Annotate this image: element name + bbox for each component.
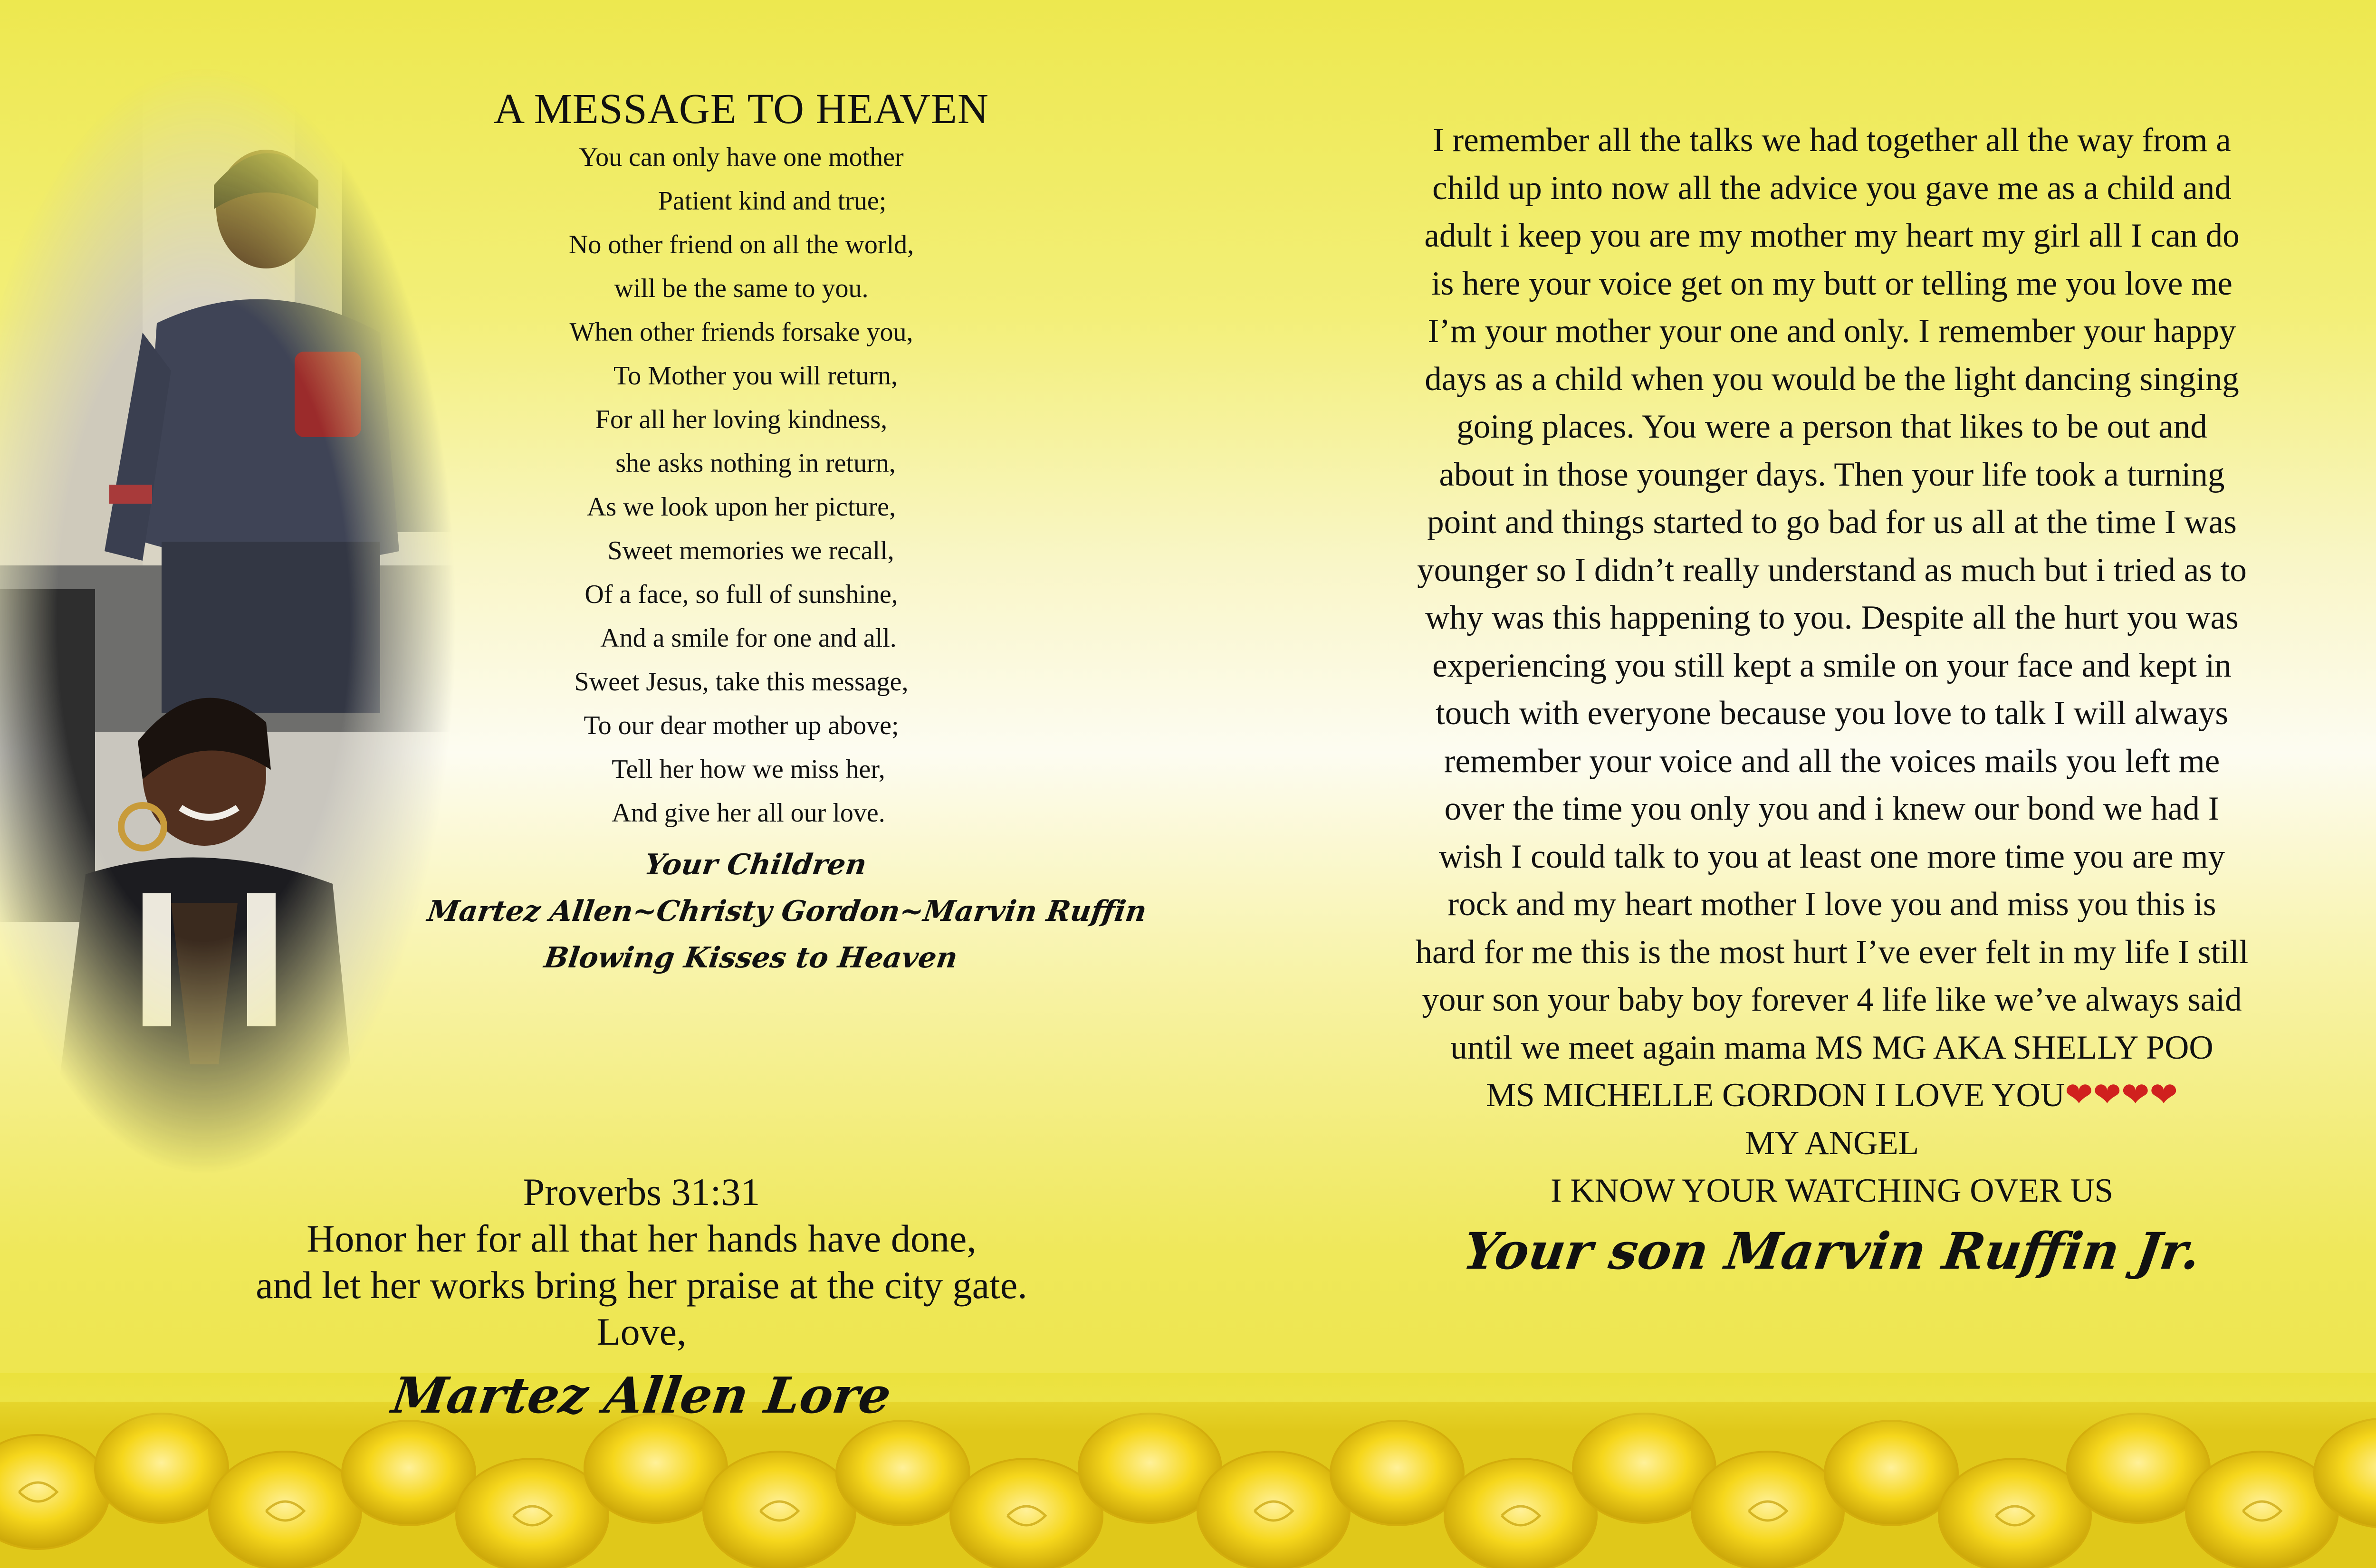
poem-line: No other friend on all the world, <box>568 230 914 259</box>
letter-line-love <box>1345 1071 2319 1119</box>
poem-signature-line: Blowing Kisses to Heaven <box>542 941 960 975</box>
proverb-line: Honor her for all that her hands have done, <box>307 1217 977 1260</box>
poem-signature-line: Your Children <box>642 848 869 881</box>
memorial-photo-collage <box>0 67 485 1174</box>
letter-line: until we meet again mama MS MG AKA SHELLY POO <box>1450 1029 2213 1066</box>
letter-line: experiencing you still kept a smile on your face and kept in <box>1432 647 2232 684</box>
letter-line: your son your baby boy forever 4 life like we’ve always said <box>1422 981 2242 1018</box>
poem-block <box>425 83 1149 981</box>
proverb-reference: Proverbs 31:31 <box>523 1170 760 1214</box>
letter-line: days as a child when you would be the light dancing singing <box>1425 360 2239 398</box>
poem-line: You can only have one mother <box>579 143 904 172</box>
letter-love-text: MS MICHELLE GORDON I LOVE YOU <box>1485 1077 2065 1114</box>
letter-line: rock and my heart mother I love you and miss you this is <box>1447 886 2216 923</box>
letter-line: about in those younger days. Then your life took a turning <box>1439 456 2225 493</box>
poem-line: As we look upon her picture, <box>586 492 896 522</box>
poem-title: A MESSAGE TO HEAVEN <box>494 86 989 133</box>
poem-line: To our dear mother up above; <box>584 711 899 740</box>
poem-line: she asks nothing in return, <box>615 449 896 478</box>
proverb-closing: Love, <box>596 1310 687 1353</box>
letter-signature: Your son Marvin Ruffin Jr. <box>1459 1221 2204 1281</box>
letter-line: is here your voice get on my butt or telling me you love me <box>1431 265 2232 302</box>
poem-line: For all her loving kindness, <box>595 405 888 434</box>
poem-signature-names: Martez Allen~Christy Gordon~Marvin Ruffin <box>425 895 1149 928</box>
letter-line-angel: MY ANGEL <box>1744 1124 1919 1162</box>
poem-line: will be the same to you. <box>614 274 869 303</box>
letter-line: younger so I didn’t really understand as much but i tried as to <box>1417 551 2247 589</box>
letter-line: point and things started to go bad for us all at the time I was <box>1427 504 2237 541</box>
letter-line: going places. You were a person that likes to be out and <box>1456 408 2207 445</box>
letter-line: over the time you only you and i knew our bond we had I <box>1444 790 2220 827</box>
poem-line: When other friends forsake you, <box>569 317 913 347</box>
poem-line: And give her all our love. <box>612 798 885 828</box>
letter-line: touch with everyone because you love to talk I will always <box>1435 695 2228 732</box>
poem-line: Sweet Jesus, take this message, <box>574 667 909 697</box>
poem-line: Tell her how we miss her, <box>612 755 885 784</box>
poem-line: Patient kind and true; <box>658 186 887 216</box>
poem-line: To Mother you will return, <box>613 361 898 391</box>
proverb-line: and let her works bring her praise at the city gate. <box>256 1263 1027 1307</box>
letter-line: child up into now all the advice you gave me as a child and <box>1432 169 2232 207</box>
proverb-signature: Martez Allen Lore <box>388 1366 895 1425</box>
poem-line: And a smile for one and all. <box>600 623 897 653</box>
letter-line: I remember all the talks we had together all the way from a <box>1433 122 2231 159</box>
hearts-icon: ❤❤❤❤ <box>2065 1077 2178 1114</box>
photo-illustration <box>0 67 485 1174</box>
letter-line: wish I could talk to you at least one more time you are my <box>1438 838 2225 875</box>
poem-line: Sweet memories we recall, <box>607 536 894 565</box>
letter-line: remember your voice and all the voices mails you left me <box>1444 742 2220 780</box>
poem-line: Of a face, so full of sunshine, <box>584 580 898 609</box>
letter-block <box>1345 116 2319 1284</box>
letter-line-watching: I KNOW YOUR WATCHING OVER US <box>1551 1172 2113 1209</box>
letter-line: I’m your mother your one and only. I remember your happy <box>1428 313 2236 350</box>
proverb-block <box>119 1169 1164 1431</box>
letter-line: adult i keep you are my mother my heart my girl all I can do <box>1424 217 2240 254</box>
letter-line: hard for me this is the most hurt I’ve ever felt in my life I still <box>1415 933 2249 971</box>
letter-line: why was this happening to you. Despite all the hurt you was <box>1425 599 2239 636</box>
